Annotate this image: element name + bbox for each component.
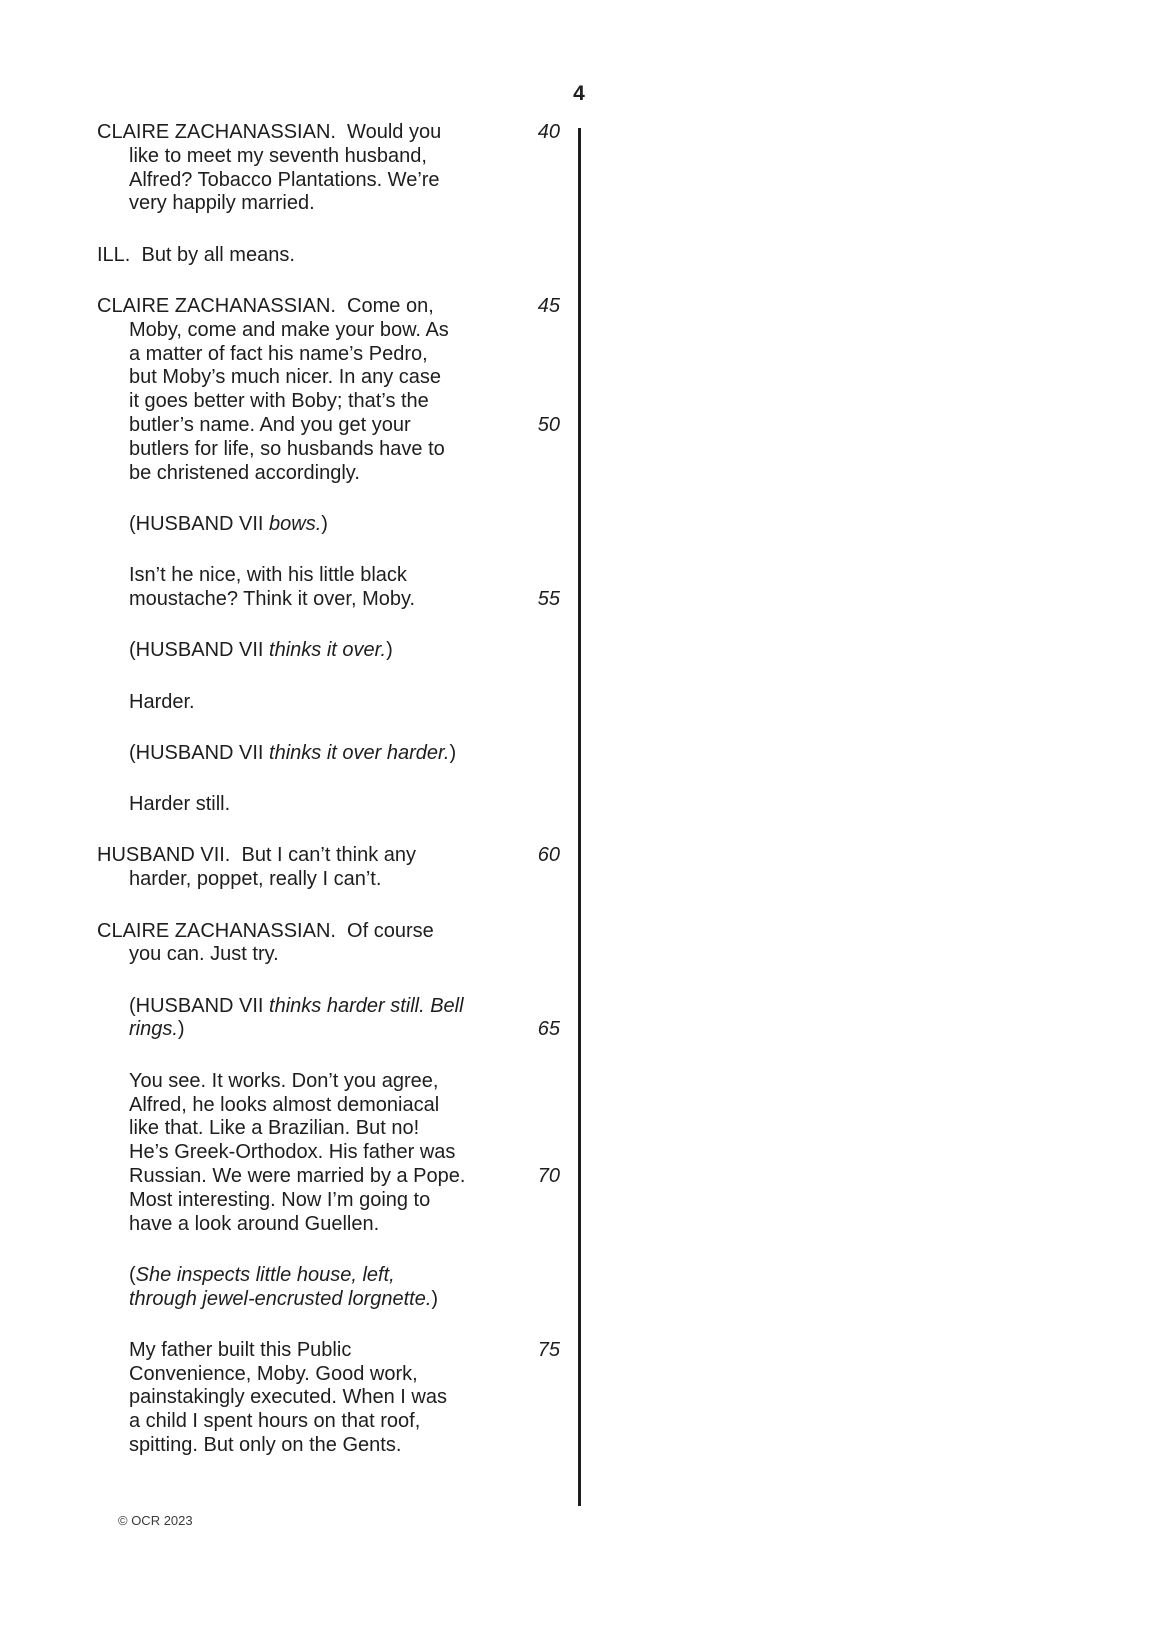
text-segment: ) bbox=[321, 512, 328, 535]
script-line bbox=[129, 462, 560, 486]
italic-text-segment: thinks harder still. Bell bbox=[269, 994, 464, 1017]
script-line bbox=[97, 244, 560, 268]
text-segment: like that. Like a Brazilian. But no! bbox=[129, 1117, 420, 1140]
text-segment: Alfred? Tobacco Plantations. We’re bbox=[129, 168, 440, 191]
speech-ill-1 bbox=[97, 244, 560, 268]
line-number: 70 bbox=[537, 1164, 560, 1187]
script-line bbox=[129, 513, 560, 537]
text-segment: it goes better with Boby; that’s the bbox=[129, 390, 429, 413]
script-line bbox=[129, 1339, 560, 1363]
script-line bbox=[129, 943, 560, 967]
script-line bbox=[129, 343, 560, 367]
script-line bbox=[129, 1117, 560, 1141]
speech-claire-4 bbox=[97, 691, 560, 715]
text-segment: (HUSBAND VII bbox=[129, 639, 270, 662]
script-line bbox=[129, 1363, 560, 1387]
italic-text-segment: through jewel-encrusted lorgnette. bbox=[129, 1287, 432, 1310]
text-segment: moustache? Think it over, Moby. bbox=[129, 587, 416, 610]
text-segment: CLAIRE ZACHANASSIAN. Would you bbox=[97, 121, 442, 143]
line-number: 40 bbox=[537, 121, 560, 143]
script-line bbox=[97, 844, 560, 868]
text-segment: He’s Greek-Orthodox. His father was bbox=[129, 1141, 456, 1164]
text-segment: ( bbox=[129, 1263, 136, 1286]
script-line bbox=[129, 868, 560, 892]
stage-direction-husband-thinks-harder-still bbox=[97, 995, 560, 1043]
script-line bbox=[129, 192, 560, 216]
script-line bbox=[97, 295, 560, 319]
line-number: 55 bbox=[537, 587, 560, 610]
text-segment: Isn’t he nice, with his little black bbox=[129, 564, 407, 587]
text-segment: a child I spent hours on that roof, bbox=[129, 1410, 421, 1433]
line-number: 50 bbox=[537, 413, 560, 436]
script-line bbox=[129, 1094, 560, 1118]
script-line bbox=[129, 588, 560, 612]
text-segment: CLAIRE ZACHANASSIAN. Of course bbox=[97, 919, 434, 942]
copyright-footer: © OCR 2023 bbox=[118, 1513, 193, 1528]
text-segment: You see. It works. Don’t you agree, bbox=[129, 1069, 439, 1092]
speech-claire-8 bbox=[97, 1339, 560, 1458]
text-segment: butler’s name. And you get your bbox=[129, 413, 411, 436]
text-segment: Convenience, Moby. Good work, bbox=[129, 1362, 418, 1385]
stage-direction-husband-bows bbox=[97, 513, 560, 537]
line-number: 75 bbox=[537, 1338, 560, 1361]
text-segment: Russian. We were married by a Pope. bbox=[129, 1164, 466, 1187]
text-segment: My father built this Public bbox=[129, 1338, 352, 1361]
speech-claire-2 bbox=[97, 295, 560, 485]
text-segment: a matter of fact his name’s Pedro, bbox=[129, 342, 428, 365]
stage-direction-she-inspects bbox=[97, 1264, 560, 1312]
speech-claire-3 bbox=[97, 564, 560, 612]
speech-claire-1 bbox=[97, 121, 560, 216]
text-segment: ) bbox=[449, 741, 457, 764]
script-line bbox=[129, 1386, 560, 1410]
margin-rule bbox=[578, 128, 581, 1506]
stage-direction-husband-thinks-harder bbox=[97, 742, 560, 766]
text-segment: butlers for life, so husbands have to bbox=[129, 437, 445, 460]
script-text bbox=[97, 121, 560, 1458]
text-segment: (HUSBAND VII bbox=[129, 512, 270, 535]
italic-text-segment: thinks it over. bbox=[269, 639, 387, 662]
script-line bbox=[129, 1189, 560, 1213]
italic-text-segment: She inspects little house, left, bbox=[135, 1263, 395, 1286]
script-line bbox=[129, 564, 560, 588]
script-line bbox=[129, 639, 560, 663]
page-number: 4 bbox=[573, 82, 585, 105]
script-line bbox=[129, 1410, 560, 1434]
text-segment: Moby, come and make your bow. As bbox=[129, 318, 449, 341]
script-line bbox=[129, 169, 560, 193]
script-line bbox=[129, 742, 560, 766]
script-line bbox=[129, 1264, 560, 1288]
text-segment: be christened accordingly. bbox=[129, 461, 360, 484]
line-number: 65 bbox=[537, 1018, 560, 1041]
script-line bbox=[129, 1018, 560, 1042]
script-line bbox=[129, 691, 560, 715]
script-line bbox=[129, 414, 560, 438]
script-line bbox=[97, 121, 560, 145]
text-segment: very happily married. bbox=[129, 192, 315, 215]
text-segment: Most interesting. Now I’m going to bbox=[129, 1188, 431, 1211]
text-segment: painstakingly executed. When I was bbox=[129, 1386, 447, 1409]
text-segment: CLAIRE ZACHANASSIAN. Come on, bbox=[97, 294, 434, 317]
text-segment: ILL. But by all means. bbox=[97, 243, 295, 266]
text-segment: but Moby’s much nicer. In any case bbox=[129, 366, 442, 389]
script-line bbox=[129, 390, 560, 414]
text-segment: ) bbox=[431, 1287, 439, 1310]
text-segment: (HUSBAND VII bbox=[129, 741, 270, 764]
text-segment: ) bbox=[177, 1018, 185, 1041]
script-line bbox=[129, 1288, 560, 1312]
text-segment: like to meet my seventh husband, bbox=[129, 144, 427, 167]
stage-direction-husband-thinks bbox=[97, 639, 560, 663]
text-segment: Harder still. bbox=[129, 793, 231, 816]
script-line bbox=[129, 145, 560, 169]
script-line bbox=[129, 319, 560, 343]
speech-claire-6 bbox=[97, 920, 560, 968]
text-segment: harder, poppet, really I can’t. bbox=[129, 868, 382, 891]
script-line bbox=[129, 1141, 560, 1165]
script-line bbox=[129, 438, 560, 462]
italic-text-segment: rings. bbox=[129, 1018, 178, 1041]
script-line bbox=[129, 1213, 560, 1237]
text-segment: you can. Just try. bbox=[129, 943, 279, 966]
text-segment: spitting. But only on the Gents. bbox=[129, 1434, 402, 1457]
text-segment: HUSBAND VII. But I can’t think any bbox=[97, 844, 417, 867]
speech-claire-5 bbox=[97, 793, 560, 817]
line-number: 60 bbox=[537, 844, 560, 867]
script-line bbox=[129, 1070, 560, 1094]
line-number: 45 bbox=[537, 294, 560, 317]
script-line bbox=[129, 1165, 560, 1189]
italic-text-segment: thinks it over harder. bbox=[269, 741, 450, 764]
script-line bbox=[129, 995, 560, 1019]
text-segment: Alfred, he looks almost demoniacal bbox=[129, 1093, 440, 1116]
speech-husband-1 bbox=[97, 844, 560, 892]
speech-claire-7 bbox=[97, 1070, 560, 1237]
text-segment: ) bbox=[386, 639, 393, 662]
script-line bbox=[129, 366, 560, 390]
italic-text-segment: bows. bbox=[269, 512, 322, 535]
text-segment: (HUSBAND VII bbox=[129, 994, 270, 1017]
text-segment: have a look around Guellen. bbox=[129, 1212, 380, 1235]
script-line bbox=[129, 1434, 560, 1458]
script-line bbox=[97, 920, 560, 944]
text-segment: Harder. bbox=[129, 690, 195, 713]
script-line bbox=[129, 793, 560, 817]
